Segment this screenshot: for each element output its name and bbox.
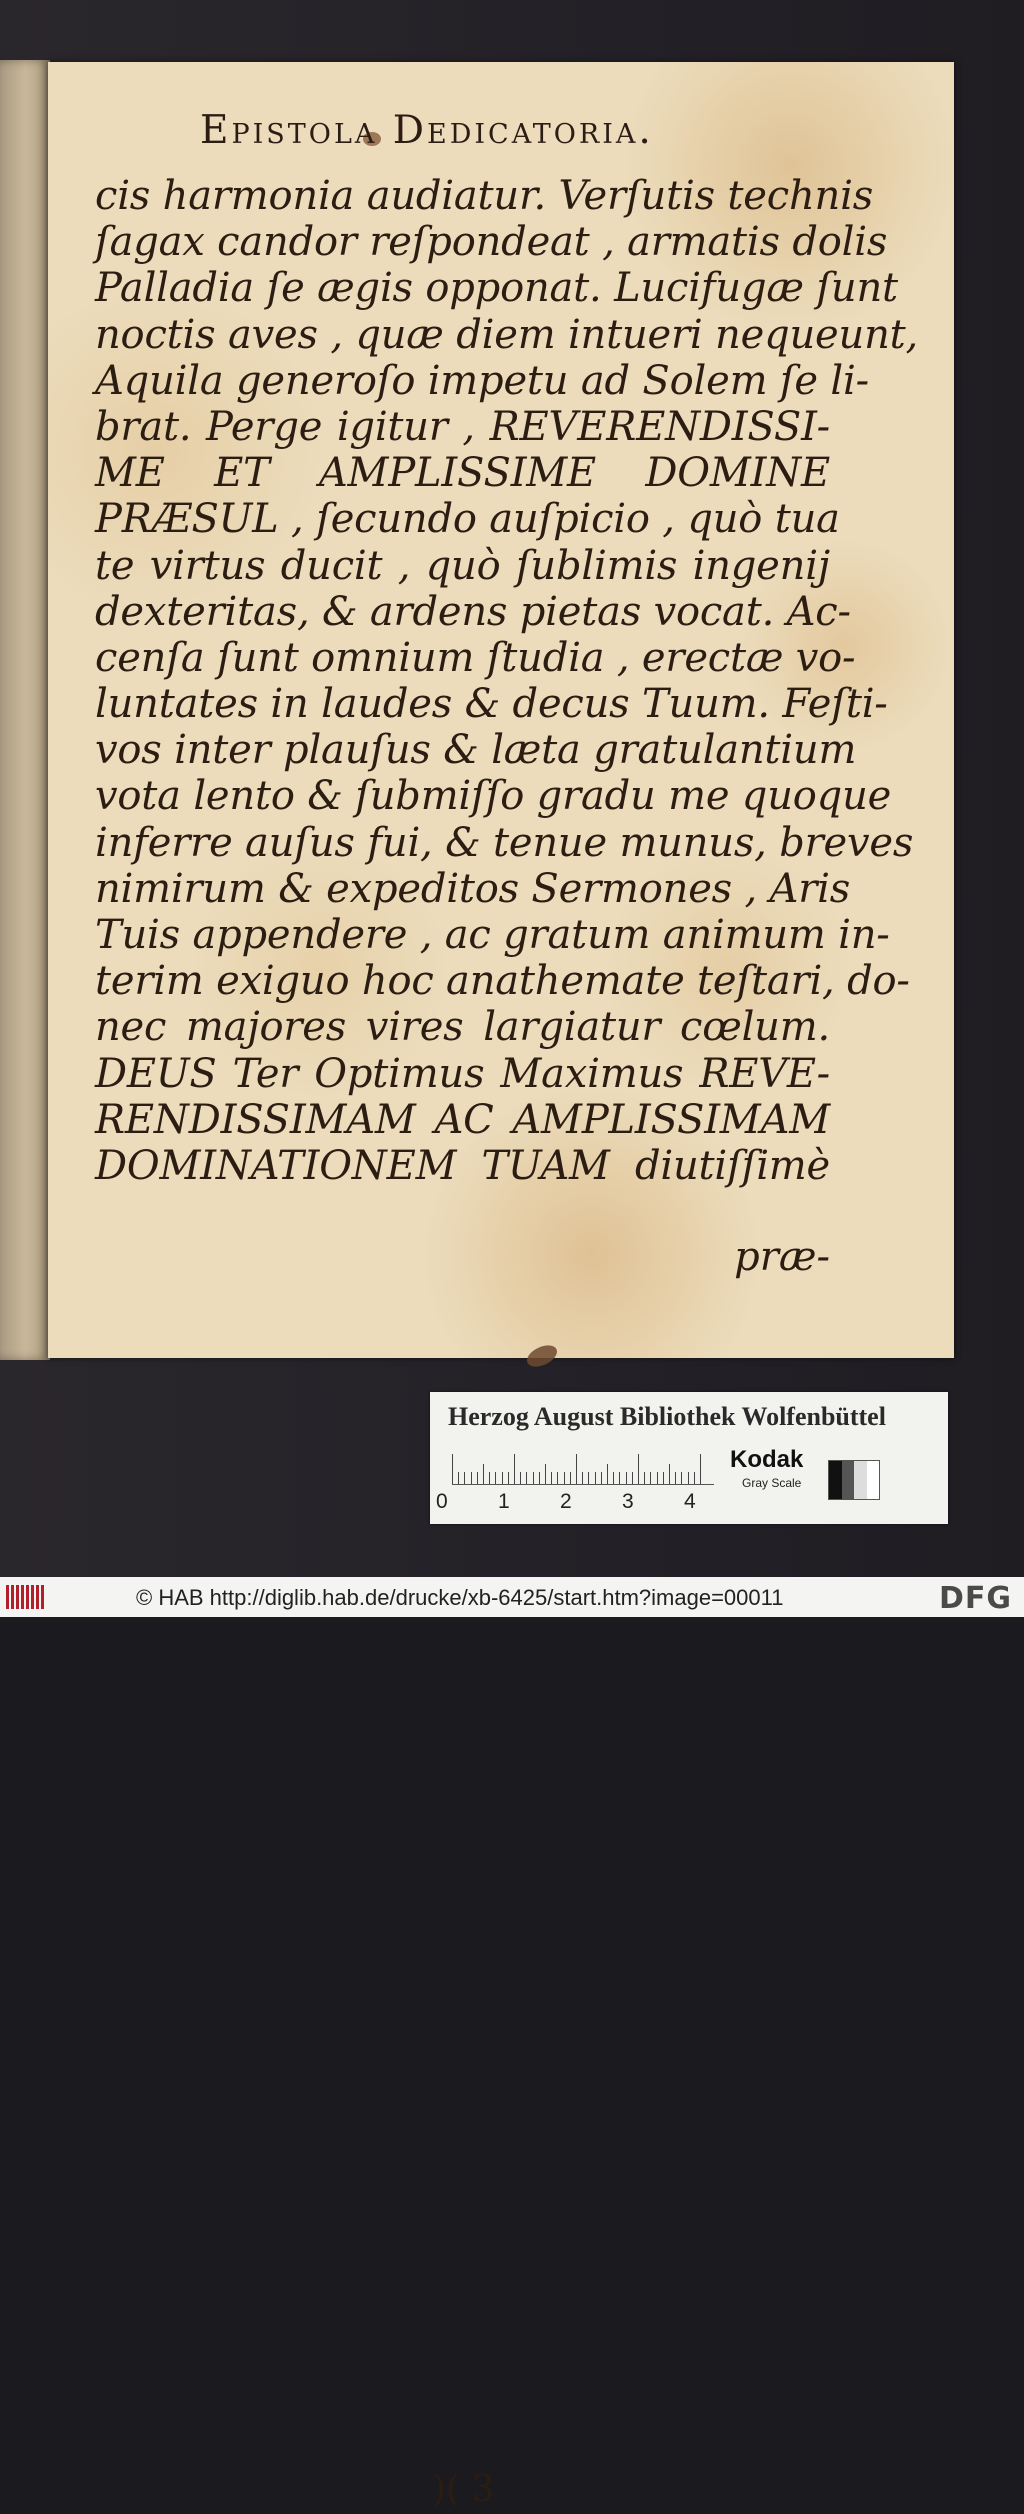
text-line: vos inter plauſus & læta gratulantium [95,727,857,774]
signature-mark: )( 3 [432,2469,495,2510]
ruler-tick [619,1472,620,1484]
ruler-tick [564,1472,565,1484]
ruler-tick [458,1472,459,1484]
ruler-tick [545,1464,546,1484]
ruler-tick [477,1472,478,1484]
ruler-tick [582,1472,583,1484]
gray-scale-label: Gray Scale [742,1476,802,1490]
ruler-tick [700,1454,701,1484]
ruler-tick [489,1472,490,1484]
copyright-link[interactable]: © HAB http://diglib.hab.de/drucke/xb-6425/start.htm?image=00011 [136,1585,784,1610]
ruler-tick [595,1472,596,1484]
ruler-tick [669,1464,670,1484]
ruler-number: 0 [436,1490,448,1513]
text-line: te virtus ducit , quò ſublimis ingenij [95,542,830,589]
ruler-tick [576,1454,577,1484]
ruler-number: 1 [498,1490,510,1513]
text-line: PRÆSUL , ſecundo auſpicio , quò tua [95,496,840,543]
ruler-tick [570,1472,571,1484]
ruler-number: 4 [684,1490,696,1513]
ruler-tick [626,1472,627,1484]
text-line: DOMINATIONEM TUAM diutiſſimè [95,1142,830,1189]
text-line: Tuis appendere , ac gratum animum in- [95,912,890,958]
ruler-tick [502,1472,503,1484]
text-line: DEUS Ter Optimus Maximus REVE- [95,1050,830,1097]
ruler-tick [588,1472,589,1484]
text-line: nec majores vires largiatur cœlum. [95,1004,830,1051]
text-line: RENDISSIMAM AC AMPLISSIMAM [95,1096,830,1143]
ruler-tick [601,1472,602,1484]
ruler-tick [632,1472,633,1484]
ruler-tick [644,1472,645,1484]
ruler-tick [495,1472,496,1484]
ruler-tick [514,1454,515,1484]
text-line: cis harmonia audiatur. Verſutis technis [95,173,874,219]
text-line: dexteritas, & ardens pietas vocat. Ac- [95,588,851,635]
text-line: Aquila generoſo impetu ad Solem ſe li- [95,357,869,404]
text-line: ME ET AMPLISSIME DOMINE [95,450,830,497]
ruler-tick [539,1472,540,1484]
ruler-tick [533,1472,534,1484]
ink-stain [524,1341,561,1371]
text-line: cenſa ſunt omnium ſtudia , erectæ vo- [95,634,856,681]
text-line: brat. Perge igitur , REVERENDISSI- [95,403,830,450]
ruler-tick [638,1454,639,1484]
kodak-logo: Kodak [730,1446,804,1473]
ruler-number: 2 [560,1490,572,1513]
library-color-card [430,1392,948,1524]
ruler-tick [508,1472,509,1484]
ruler-tick [675,1472,676,1484]
scale-ruler [452,1450,714,1485]
ruler-tick [650,1472,651,1484]
ruler-tick [471,1472,472,1484]
hab-logo-icon [6,1585,46,1609]
text-line: terim exiguo hoc anathemate teſtari, do- [95,958,910,1005]
ruler-tick [657,1472,658,1484]
ruler-tick [607,1464,608,1484]
viewer-footer [0,1577,1024,1617]
gray-scale-patches [828,1460,880,1500]
ruler-tick [694,1472,695,1484]
text-line: ſagax candor reſpondeat , armatis dolis [95,219,888,266]
catchword: præ- [734,1234,830,1280]
ruler-tick [452,1454,453,1484]
text-line: inferre auſus fui, & tenue munus, breves [95,819,914,866]
ruler-tick [526,1472,527,1484]
facing-page-edge [0,60,50,1360]
dfg-logo: DFG [938,1581,1012,1616]
text-line: nimirum & expeditos Sermones , Aris [95,865,851,912]
ruler-tick [483,1464,484,1484]
ruler-tick [551,1472,552,1484]
page-body-text [95,173,919,1189]
text-line: vota lento & ſubmiſſo gradu me quoque [95,773,892,820]
text-line: Palladia ſe ægis opponat. Lucifugæ ſunt [95,265,898,312]
library-name: Herzog August Bibliothek Wolfenbüttel [448,1402,886,1431]
ruler-tick [613,1472,614,1484]
running-header: Epistola Dedicatoria. [200,108,654,153]
text-line: luntates in laudes & decus Tuum. Feſti- [95,681,888,728]
ruler-tick [464,1472,465,1484]
ruler-number: 3 [622,1490,634,1513]
ruler-tick [557,1472,558,1484]
ruler-tick [663,1472,664,1484]
ruler-tick [688,1472,689,1484]
ruler-tick [681,1472,682,1484]
ruler-tick [520,1472,521,1484]
text-line: noctis aves , quæ diem intueri nequeunt, [95,311,919,358]
